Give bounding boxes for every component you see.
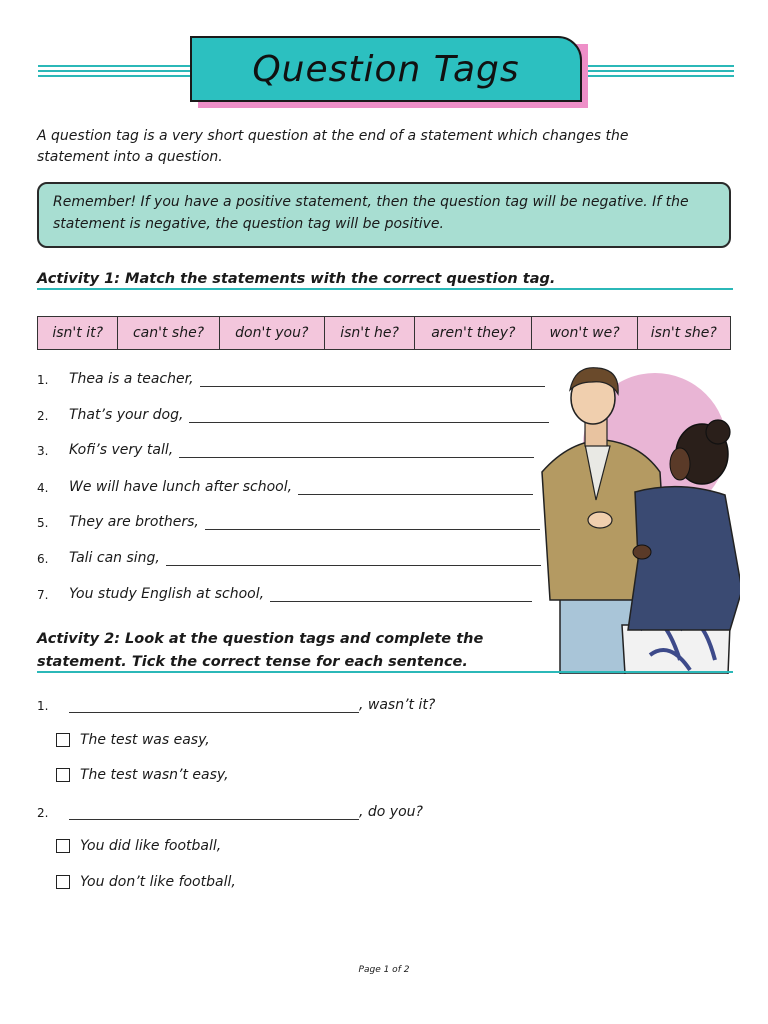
list-item (37, 513, 540, 530)
answer-line[interactable] (298, 478, 533, 495)
option-text: The test was easy, (80, 732, 210, 748)
list-item (37, 406, 549, 423)
tag-bank (37, 316, 731, 350)
answer-line[interactable] (69, 803, 359, 820)
item-text: Thea is a teacher, (69, 371, 194, 387)
tag-option: don't you? (220, 317, 325, 349)
answer-line[interactable] (270, 585, 532, 602)
checkbox[interactable] (56, 839, 70, 853)
item-number: 2. (37, 806, 49, 820)
tag-option: can't she? (118, 317, 219, 349)
activity1-underline (37, 288, 733, 290)
list-item (37, 585, 532, 602)
activity2-heading-line1: Activity 2: Look at the question tags and complete the (37, 631, 484, 647)
activity2-heading-line2: statement. Tick the correct tense for each sentence. (37, 654, 468, 670)
item-text: They are brothers, (69, 514, 199, 530)
girl-face (670, 448, 690, 480)
activity1-heading: Activity 1: Match the statements with the correct question tag. (37, 271, 556, 287)
page-footer: Page 1 of 2 (358, 965, 410, 975)
title-stripes-right (578, 65, 734, 77)
item-text: Kofi’s very tall, (69, 442, 174, 458)
question-item (37, 696, 435, 713)
item-number: 7. (37, 588, 49, 602)
option-text: The test wasn’t easy, (80, 767, 229, 783)
tag-option: won't we? (532, 317, 637, 349)
list-item (37, 441, 534, 458)
item-number: 5. (37, 516, 49, 530)
page-title: Question Tags (190, 36, 582, 102)
girl-hand (633, 545, 651, 559)
item-number: 1. (37, 699, 49, 713)
item-number: 1. (37, 373, 49, 387)
activity2-underline (37, 671, 733, 673)
item-number: 6. (37, 552, 49, 566)
answer-line[interactable] (205, 513, 540, 530)
item-text: That’s your dog, (69, 407, 184, 423)
list-item (37, 549, 541, 566)
item-number: 3. (37, 444, 49, 458)
intro-text: A question tag is a very short question at the end of a statement which changes the statement into a question. (37, 128, 629, 165)
boy-hand (588, 512, 612, 528)
title-stripes-left (38, 65, 192, 77)
checkbox[interactable] (56, 733, 70, 747)
list-item (37, 478, 533, 495)
tag-option: aren't they? (415, 317, 532, 349)
item-text: You study English at school, (69, 586, 265, 602)
checkbox[interactable] (56, 768, 70, 782)
girl-hair-bun (706, 420, 730, 444)
tag-option: isn't he? (325, 317, 415, 349)
answer-line[interactable] (166, 549, 541, 566)
answer-line[interactable] (69, 696, 359, 713)
question-tag: , do you? (359, 804, 423, 820)
question-tag: , wasn’t it? (359, 697, 436, 713)
item-text: We will have lunch after school, (69, 479, 293, 495)
option-text: You don’t like football, (80, 874, 236, 890)
list-item (37, 370, 545, 387)
item-number: 4. (37, 481, 49, 495)
question-item (37, 803, 423, 820)
tag-option: isn't she? (638, 317, 730, 349)
checkbox-option[interactable] (56, 732, 210, 748)
tag-option: isn't it? (38, 317, 118, 349)
checkbox-option[interactable] (56, 874, 236, 890)
checkbox-option[interactable] (56, 838, 221, 854)
item-text: Tali can sing, (69, 550, 160, 566)
answer-line[interactable] (189, 406, 549, 423)
checkbox[interactable] (56, 875, 70, 889)
option-text: You did like football, (80, 838, 222, 854)
item-number: 2. (37, 409, 49, 423)
remember-box: Remember! If you have a positive statement, then the question tag will be negative. If the statement is negative, the question tag will be positive. (37, 182, 731, 248)
checkbox-option[interactable] (56, 767, 229, 783)
students-illustration (530, 360, 740, 674)
answer-line[interactable] (200, 370, 545, 387)
answer-line[interactable] (179, 441, 534, 458)
